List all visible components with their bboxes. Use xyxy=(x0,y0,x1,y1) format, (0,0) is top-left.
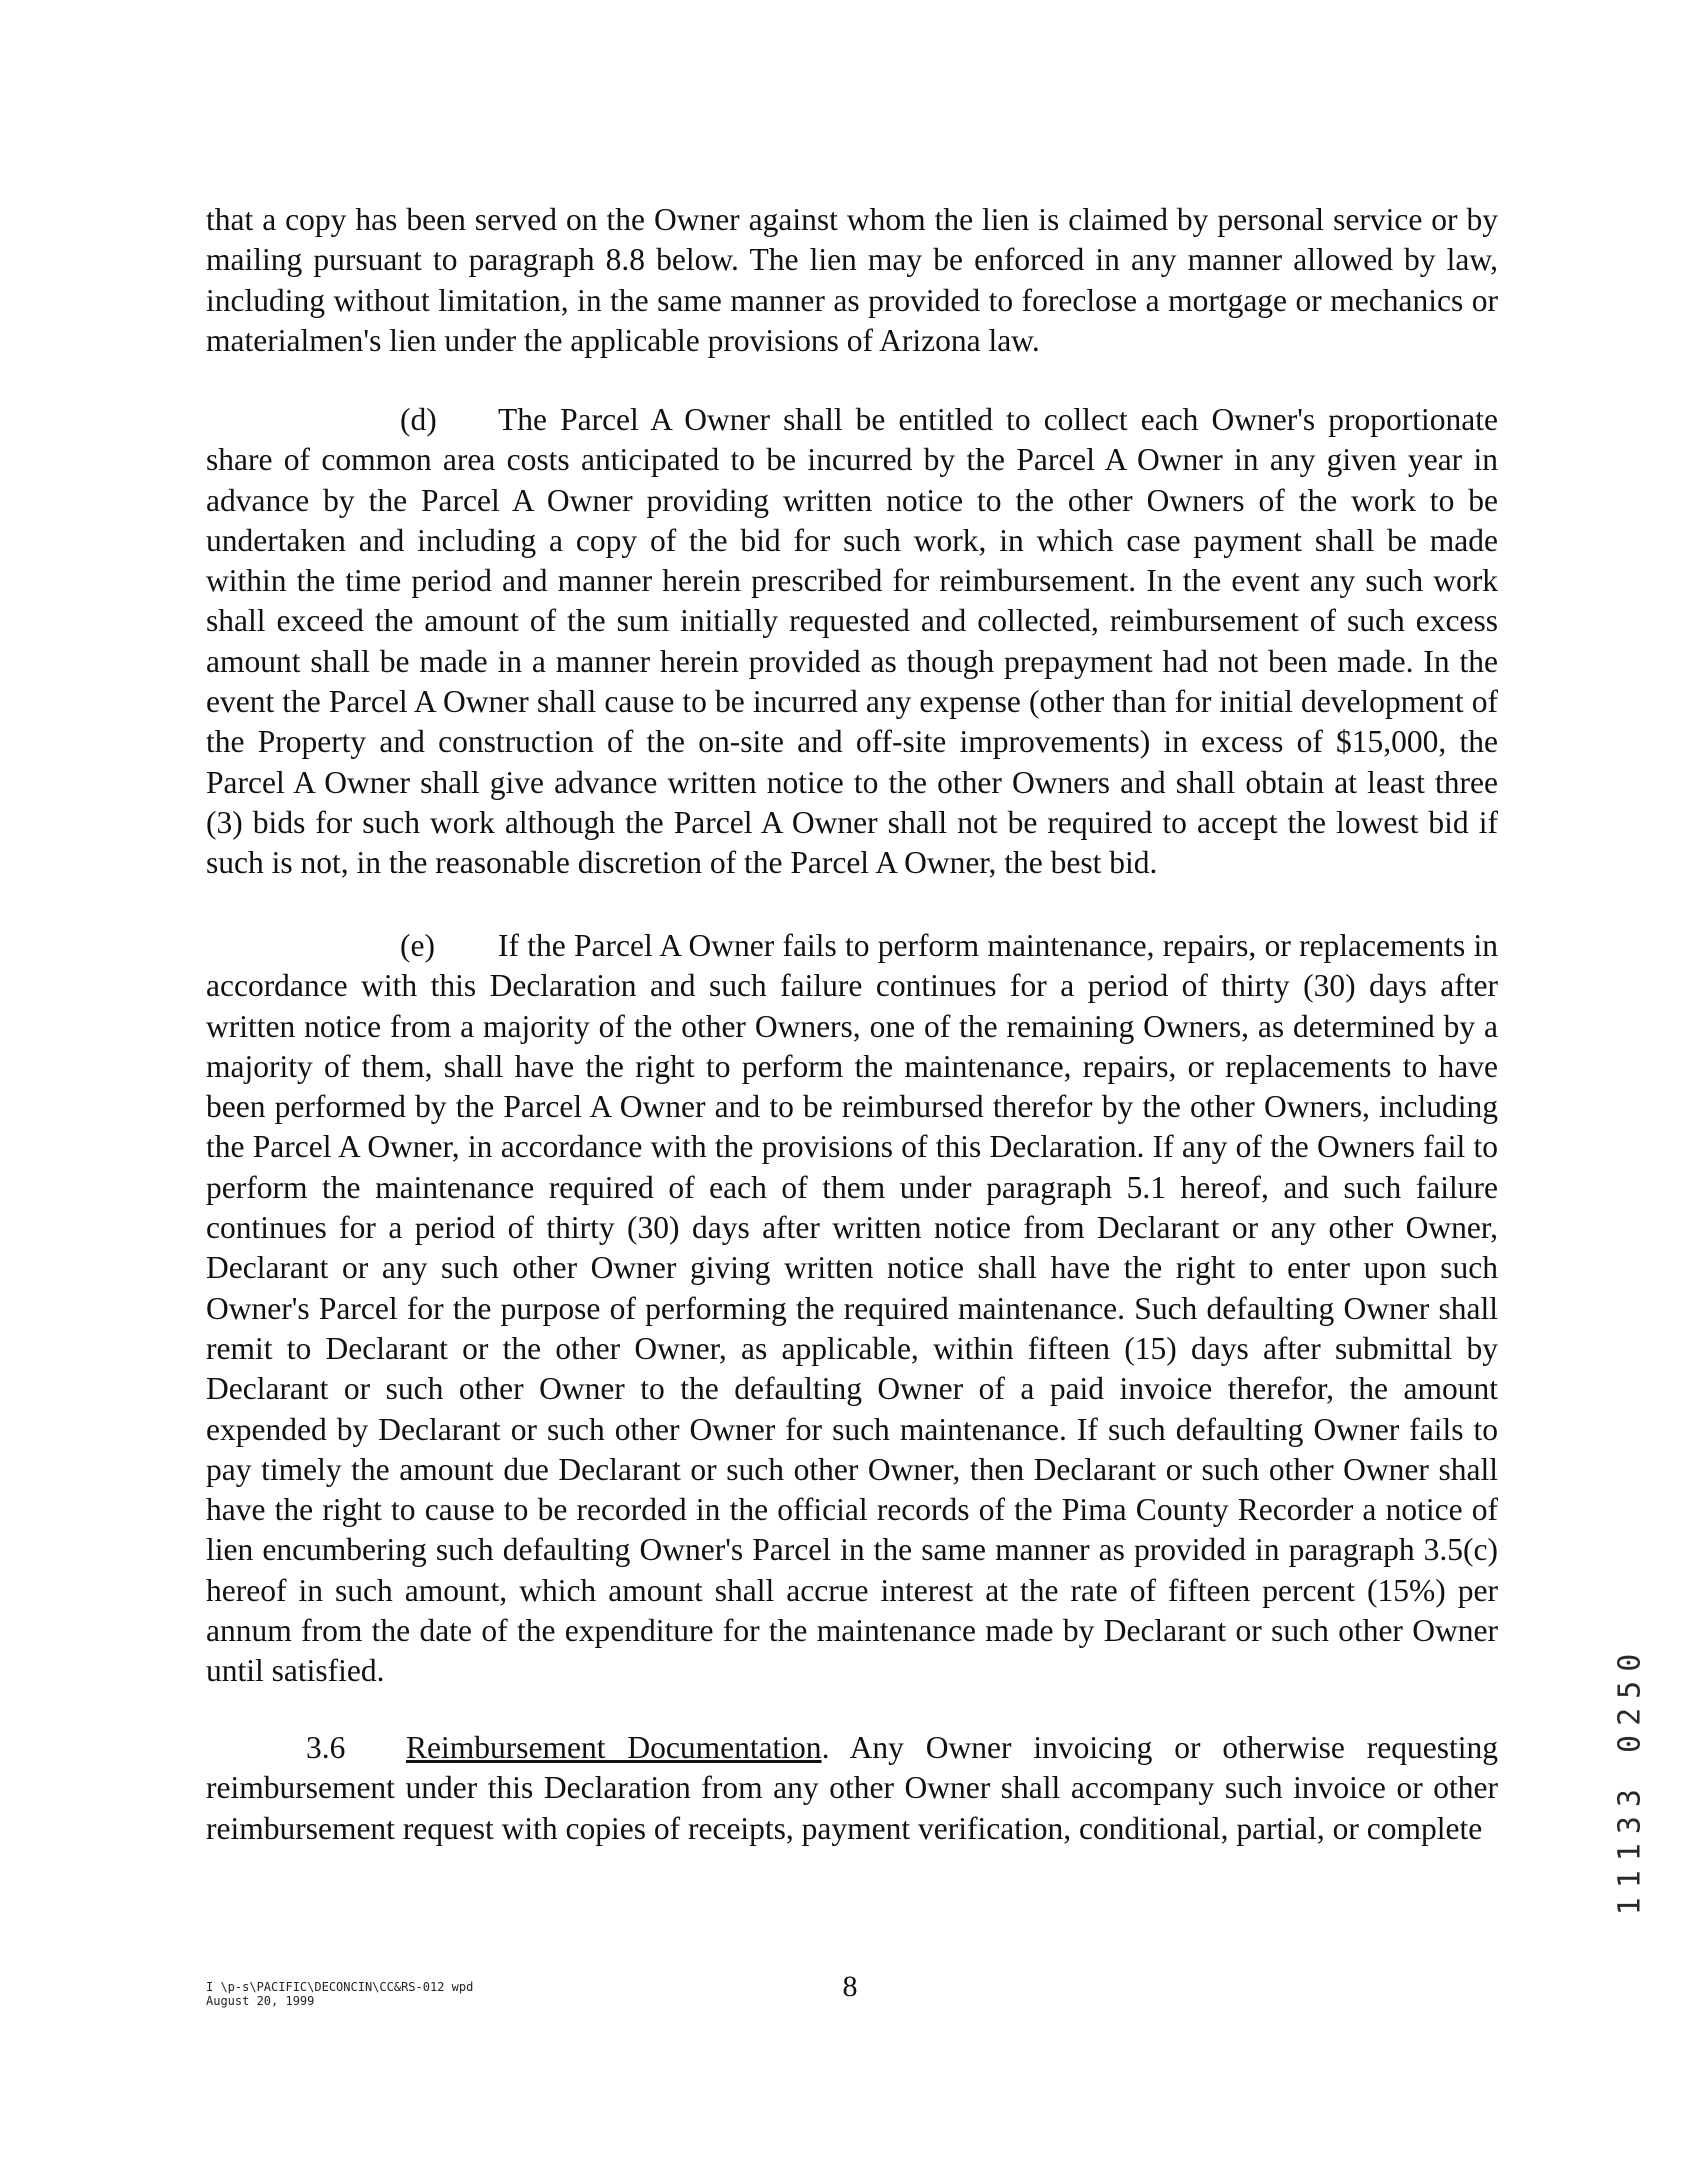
paragraph-d xyxy=(206,400,1498,884)
section-3-6-number: 3.6 xyxy=(306,1730,346,1765)
recording-stamp-text: 11133 0250 xyxy=(1612,1644,1648,1916)
paragraph-e-text: If the Parcel A Owner fails to perform maintenance, repairs, or replacements in accordance with this Declaration and such failure continues for a period of thirty (30) days after written notice from a majority of the other Owners, one of the remaining Owners, as determined by a majority of them, shall have the right to perform the maintenance, repairs, or replacements to have been performed by the Parcel A Owner and to be reimbursed therefor by the other Owners, including the Parcel A Owner, in accordance with the provisions of this Declaration. If any of the Owners fail to perform the maintenance required of each of them under paragraph 5.1 hereof, and such failure continues for a period of thirty (30) days after written notice from Declarant or any other Owner, Declarant or any such other Owner giving written notice shall have the right to enter upon such Owner's Parcel for the purpose of performing the required maintenance. Such defaulting Owner shall remit to Declarant or the other Owner, as applicable, within fifteen (15) days after submittal by Declarant or such other Owner to the defaulting Owner of a paid invoice therefor, the amount expended by Declarant or such other Owner for such maintenance. If such defaulting Owner fails to pay timely the amount due Declarant or such other Owner, then Declarant or such other Owner shall have the right to cause to be recorded in the official records of the Pima County Recorder a notice of lien encumbering such defaulting Owner's Parcel in the same manner as provided in paragraph 3.5(c) hereof in such amount, which amount shall accrue interest at the rate of fifteen percent (15%) per annum from the date of the expenditure for the maintenance made by Declarant or such other Owner until satisfied. xyxy=(206,928,1498,1689)
paragraph-continued: that a copy has been served on the Owner against whom the lien is claimed by personal service or by mailing pursuant to paragraph 8.8 below. The lien may be enforced in any manner allowed by law, including without limitation, in the same manner as provided to foreclose a mortgage or mechanics or materialmen's lien under the applicable provisions of Arizona law. xyxy=(206,202,1498,358)
section-3-6-text: . Any Owner invoicing or otherwise requesting reimbursement under this Declaration from any other Owner shall accompany such invoice or other reimbursement request with copies of receipts, payment verification, conditional, partial, or complete xyxy=(206,1730,1498,1846)
paragraph-d-marker: (d) xyxy=(400,402,437,437)
paragraph-e xyxy=(206,926,1498,1692)
recording-stamp xyxy=(1612,1600,1648,1960)
footer-date: August 20, 1999 xyxy=(206,1994,315,2008)
footer-file-path: I \p-s\PACIFIC\DECONCIN\CC&RS-012 wpd xyxy=(206,1980,474,1994)
page-number: 8 xyxy=(842,1970,858,2003)
section-3-6 xyxy=(206,1728,1498,1849)
section-3-6-heading: Reimbursement Documentation xyxy=(406,1730,822,1765)
footer-meta xyxy=(206,1980,473,2008)
paragraph-d-text: The Parcel A Owner shall be entitled to collect each Owner's proportionate share of common area costs anticipated to be incurred by the Parcel A Owner in any given year in advance by the Parcel A Owner providing written notice to the other Owners of the work to be undertaken and including a copy of the bid for such work, in which case payment shall be made within the time period and manner herein prescribed for reimbursement. In the event any such work shall exceed the amount of the sum initially requested and collected, reimbursement of such excess amount shall be made in a manner herein provided as though prepayment had not been made. In the event the Parcel A Owner shall cause to be incurred any expense (other than for initial development of the Property and construction of the on-site and off-site improvements) in excess of $15,000, the Parcel A Owner shall give advance written notice to the other Owners and shall obtain at least three (3) bids for such work although the Parcel A Owner shall not be required to accept the lowest bid if such is not, in the reasonable discretion of the Parcel A Owner, the best bid. xyxy=(206,402,1498,881)
paragraph-e-marker: (e) xyxy=(400,928,435,963)
